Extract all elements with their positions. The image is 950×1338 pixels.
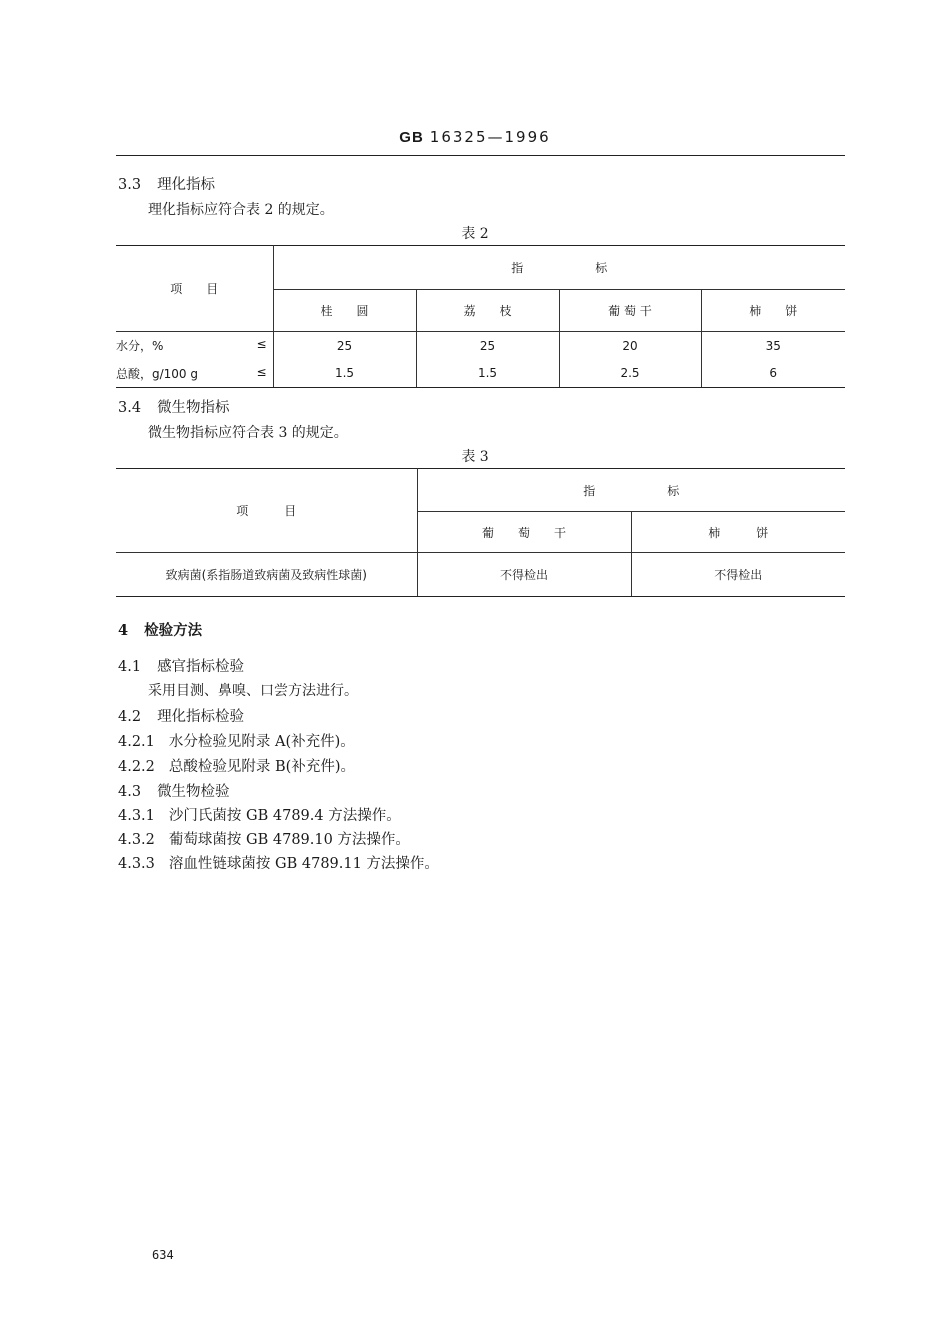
table-2-product: 荔 枝 <box>416 290 559 332</box>
section-4-2-1 <box>118 730 355 751</box>
section-4-3-2 <box>118 828 410 849</box>
section-number: 4.2.2 <box>118 759 155 775</box>
table-cell: 1.5 <box>416 360 559 388</box>
section-number: 4.3.1 <box>118 808 155 824</box>
section-title: 检验方法 <box>144 622 203 639</box>
table-3 <box>116 468 845 597</box>
standard-number: 16325—1996 <box>429 128 551 146</box>
table-cell: 不得检出 <box>631 553 845 597</box>
table-2-caption: 表 2 <box>461 226 489 242</box>
section-number: 4.3.3 <box>118 856 155 872</box>
section-number: 4.2 <box>118 709 142 725</box>
table-cell: 1.5 <box>273 360 416 388</box>
section-4-2-heading <box>118 705 244 726</box>
section-number: 4.2.1 <box>118 734 155 750</box>
section-4-3-heading <box>118 780 230 801</box>
section-3-4-heading <box>118 396 230 417</box>
standard-prefix: GB <box>399 129 424 146</box>
table-2-product: 葡 萄 干 <box>559 290 701 332</box>
section-title: 理化指标 <box>157 177 216 193</box>
table-3-product: 柿 饼 <box>631 512 845 553</box>
section-text: 葡萄球菌按 GB 4789.10 方法操作。 <box>168 832 410 848</box>
table-row <box>116 332 845 360</box>
section-3-4-body: 微生物指标应符合表 3 的规定。 <box>148 425 348 441</box>
page-number: 634 <box>152 1248 174 1262</box>
table-cell: 不得检出 <box>417 553 631 597</box>
section-number: 3.4 <box>118 400 142 416</box>
section-title: 微生物指标 <box>157 400 230 416</box>
row-label: 致病菌(系指肠道致病菌及致病性球菌) <box>116 553 417 597</box>
table-3-index-header: 指 标 <box>417 469 845 512</box>
section-number: 4 <box>118 622 129 639</box>
table-cell: 25 <box>273 332 416 360</box>
section-3-3-body: 理化指标应符合表 2 的规定。 <box>148 202 334 218</box>
table-3-caption: 表 3 <box>461 449 489 465</box>
operator: ≤ <box>256 337 267 352</box>
table-2 <box>116 245 845 388</box>
section-4-2-2 <box>118 755 355 776</box>
table-cell: 20 <box>559 332 701 360</box>
table-2-item-header: 项 目 <box>116 246 273 332</box>
row-label: 水分，% ≤ <box>116 337 267 354</box>
section-title: 理化指标检验 <box>157 709 245 725</box>
page-header <box>0 128 950 146</box>
table-2-index-header: 指 标 <box>273 246 845 290</box>
section-4-heading <box>118 619 202 640</box>
section-number: 4.1 <box>118 659 142 675</box>
table-cell: 2.5 <box>559 360 701 388</box>
section-4-3-3 <box>118 852 439 873</box>
table-row <box>116 360 845 388</box>
section-number: 4.3 <box>118 784 142 800</box>
section-title: 微生物检验 <box>157 784 230 800</box>
section-title: 感官指标检验 <box>157 659 245 675</box>
section-text: 总酸检验见附录 B(补充件)。 <box>168 759 355 775</box>
table-3-item-header: 项 目 <box>116 469 417 553</box>
table-cell: 6 <box>701 360 845 388</box>
section-text: 水分检验见附录 A(补充件)。 <box>168 734 355 750</box>
section-text: 沙门氏菌按 GB 4789.4 方法操作。 <box>168 808 401 824</box>
table-3-product: 葡 萄 干 <box>417 512 631 553</box>
section-number: 4.3.2 <box>118 832 155 848</box>
table-2-product: 柿 饼 <box>701 290 845 332</box>
table-cell: 25 <box>416 332 559 360</box>
section-4-1-body: 采用目测、鼻嗅、口尝方法进行。 <box>148 683 358 699</box>
table-2-product: 桂 圆 <box>273 290 416 332</box>
section-text: 溶血性链球菌按 GB 4789.11 方法操作。 <box>168 856 439 872</box>
table-row <box>116 553 845 597</box>
section-4-3-1 <box>118 804 401 825</box>
header-rule <box>116 155 845 156</box>
operator: ≤ <box>256 364 267 379</box>
section-number: 3.3 <box>118 177 142 193</box>
row-label: 总酸，g/100 g ≤ <box>116 364 267 381</box>
section-3-3-heading <box>118 173 215 194</box>
table-cell: 35 <box>701 332 845 360</box>
section-4-1-heading <box>118 655 244 676</box>
